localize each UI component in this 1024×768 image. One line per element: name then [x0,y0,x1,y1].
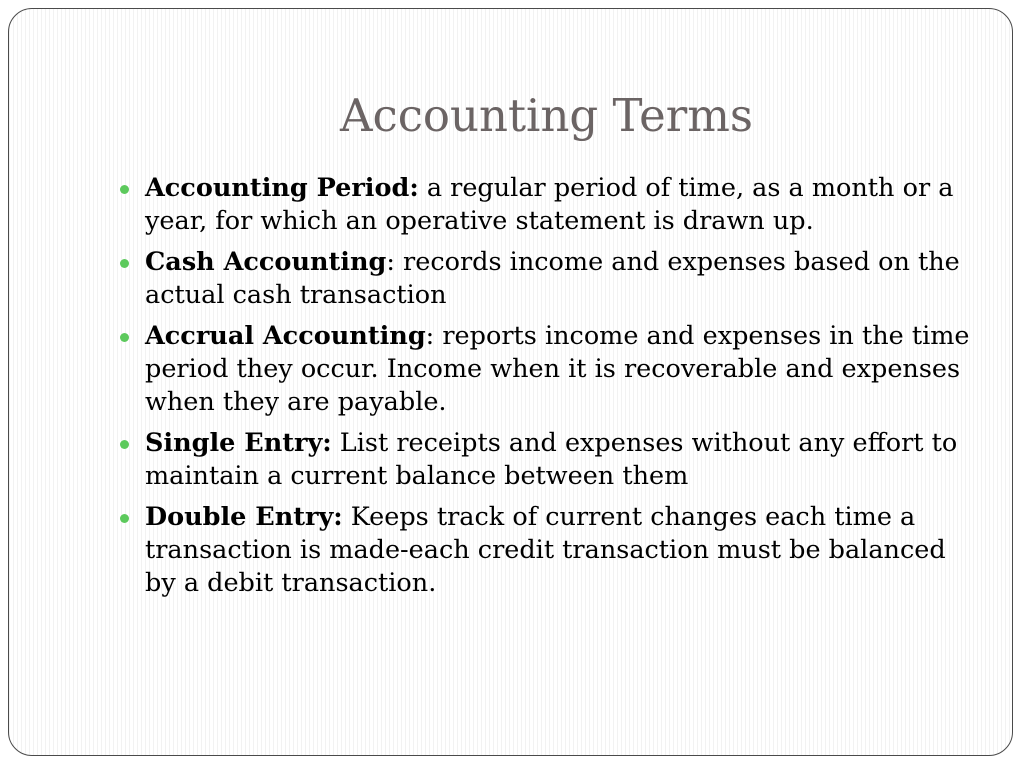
term-definition: records income and expenses based on the actual cash transaction [145,247,960,310]
term-label: Accounting Period: [145,173,419,203]
bullet-dot-icon [120,333,129,342]
list-item [119,427,979,493]
slide-frame [8,8,1013,756]
list-item [119,172,979,238]
slide-title: Accounting Terms [340,89,753,142]
term-definition: List receipts and expenses without any effort to maintain a current balance between them [145,428,958,491]
list-item [119,246,979,312]
term-definition: Keeps track of current changes each time a transaction is made-each credit transaction must be balanced by a debit transaction. [145,502,946,598]
term-label: Double Entry: [145,502,343,532]
term-separator: : [425,321,435,351]
term-label: Single Entry: [145,428,332,458]
term-label: Cash Accounting [145,247,387,277]
bullet-list [119,172,979,608]
term-separator: : [386,247,395,277]
term-label: Accrual Accounting [145,321,426,351]
bullet-dot-icon [120,440,129,449]
list-item [119,501,979,600]
term-definition: a regular period of time, as a month or a year, for which an operative statement is drawn up. [145,173,954,236]
bullet-dot-icon [120,259,129,268]
list-item [119,320,979,419]
bullet-dot-icon [120,185,129,194]
bullet-dot-icon [120,514,129,523]
term-definition: reports income and expenses in the time period they occur. Income when it is recoverable and expenses when they are payable. [145,321,970,417]
